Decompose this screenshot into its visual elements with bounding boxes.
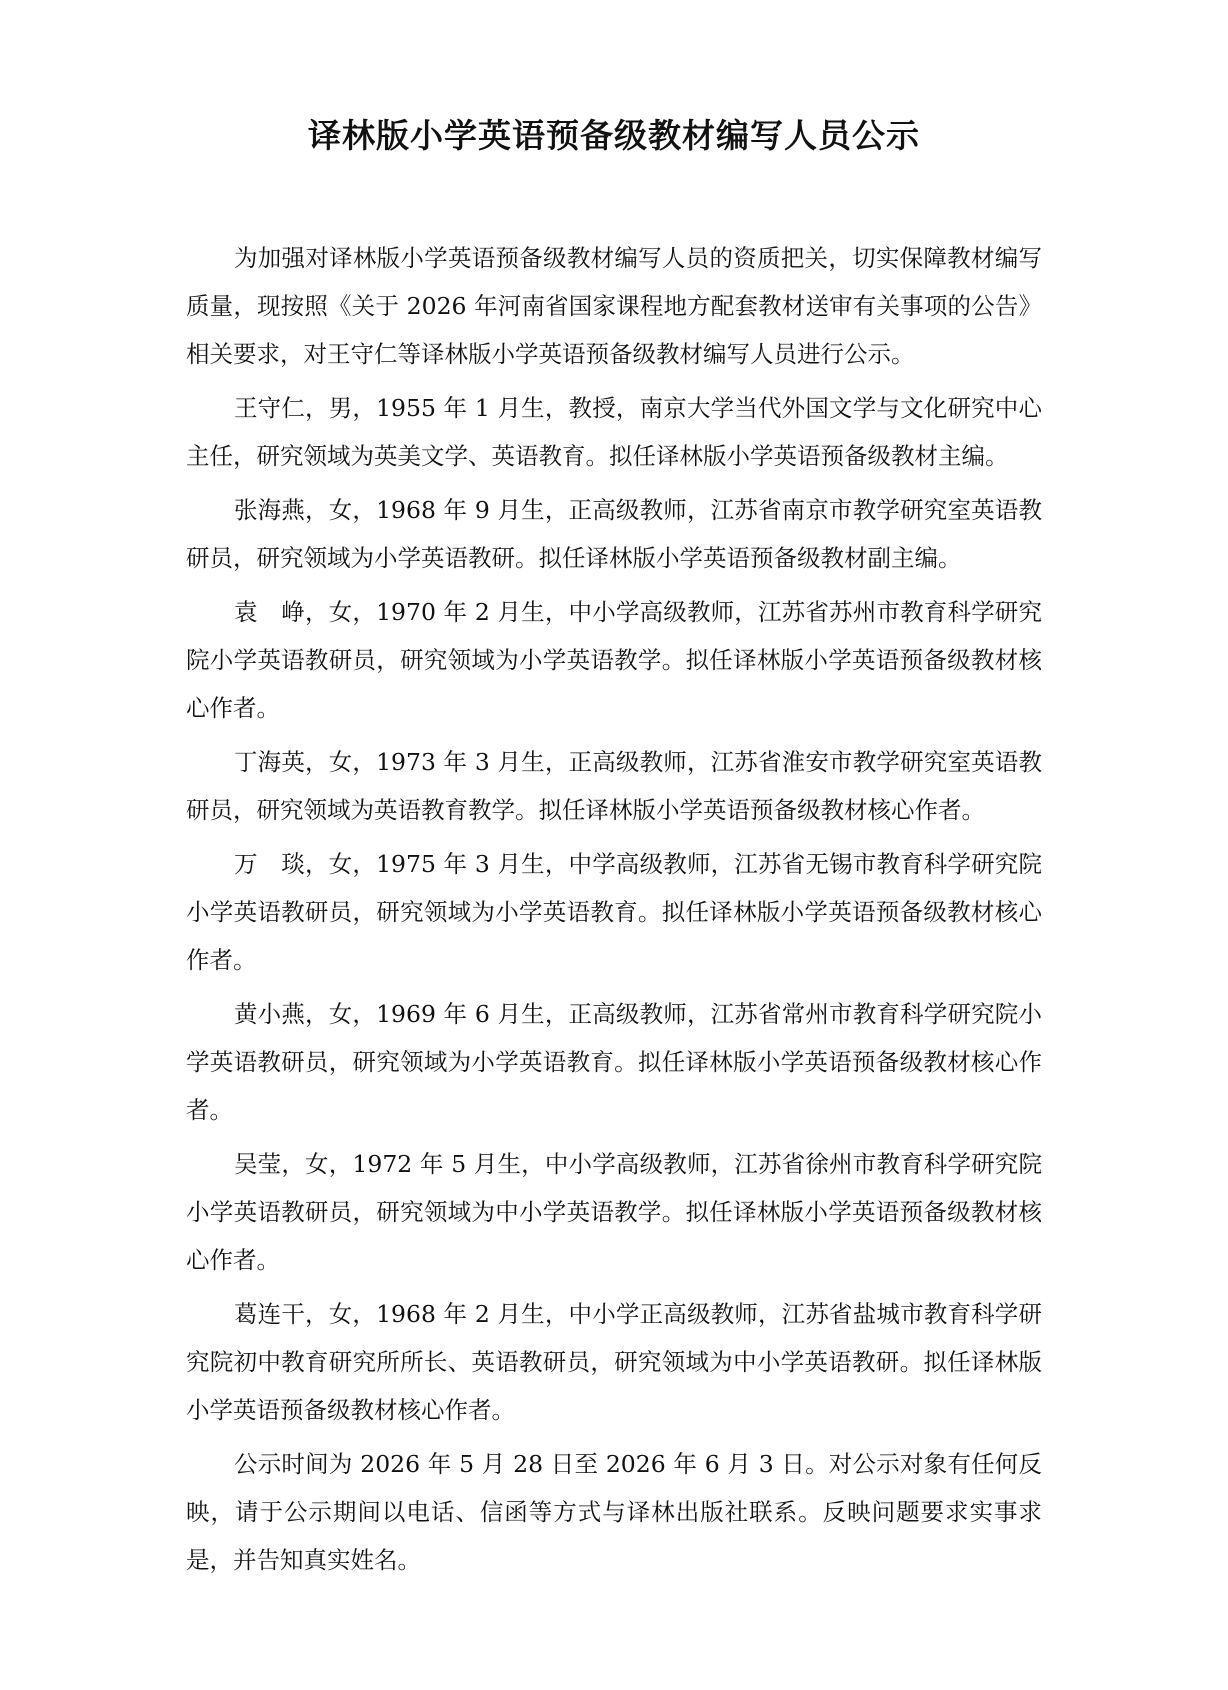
document-title: 译林版小学英语预备级教材编写人员公示 (308, 116, 920, 155)
person-paragraph-yuan-zheng: 袁 峥，女，1970 年 2 月生，中小学高级教师，江苏省苏州市教育科学研究院小学英语教研员，研究领域为小学英语教学。拟任译林版小学英语预备级教材核心作者。 (186, 598, 1042, 722)
intro-paragraph: 为加强对译林版小学英语预备级教材编写人员的资质把关，切实保障教材编写质量，现按照《关于 2026 年河南省国家课程地方配套教材送审有关事项的公告》相关要求，对王守仁等译林版小学英语预备级教材编写人员进行公示。 (186, 244, 1042, 368)
document-body (186, 234, 1042, 1590)
person-paragraph-ding-haiying: 丁海英，女，1973 年 3 月生，正高级教师，江苏省淮安市教学研究室英语教研员，研究领域为英语教育教学。拟任译林版小学英语预备级教材核心作者。 (186, 748, 1042, 824)
person-paragraph-ge-liangan: 葛连干，女，1968 年 2 月生，中小学正高级教师，江苏省盐城市教育科学研究院初中教育研究所所长、英语教研员，研究领域为中小学英语教研。拟任译林版小学英语预备级教材核心作者。 (186, 1300, 1042, 1424)
person-paragraph-zhang-haiyan: 张海燕，女，1968 年 9 月生，正高级教师，江苏省南京市教学研究室英语教研员，研究领域为小学英语教研。拟任译林版小学英语预备级教材副主编。 (186, 496, 1042, 572)
notice-period-paragraph: 公示时间为 2026 年 5 月 28 日至 2026 年 6 月 3 日。对公示对象有任何反映，请于公示期间以电话、信函等方式与译林出版社联系。反映问题要求实事求是，并告知真实姓名。 (186, 1450, 1042, 1574)
person-paragraph-wang-shouren: 王守仁，男，1955 年 1 月生，教授，南京大学当代外国文学与文化研究中心主任，研究领域为英美文学、英语教育。拟任译林版小学英语预备级教材主编。 (186, 394, 1042, 470)
person-paragraph-wan-yan: 万 琰，女，1975 年 3 月生，中学高级教师，江苏省无锡市教育科学研究院小学英语教研员，研究领域为小学英语教育。拟任译林版小学英语预备级教材核心作者。 (186, 850, 1042, 974)
person-paragraph-huang-xiaoyan: 黄小燕，女，1969 年 6 月生，正高级教师，江苏省常州市教育科学研究院小学英语教研员，研究领域为小学英语教育。拟任译林版小学英语预备级教材核心作者。 (186, 1000, 1042, 1124)
person-paragraph-wu-ying: 吴莹，女，1972 年 5 月生，中小学高级教师，江苏省徐州市教育科学研究院小学英语教研员，研究领域为中小学英语教学。拟任译林版小学英语预备级教材核心作者。 (186, 1150, 1042, 1274)
